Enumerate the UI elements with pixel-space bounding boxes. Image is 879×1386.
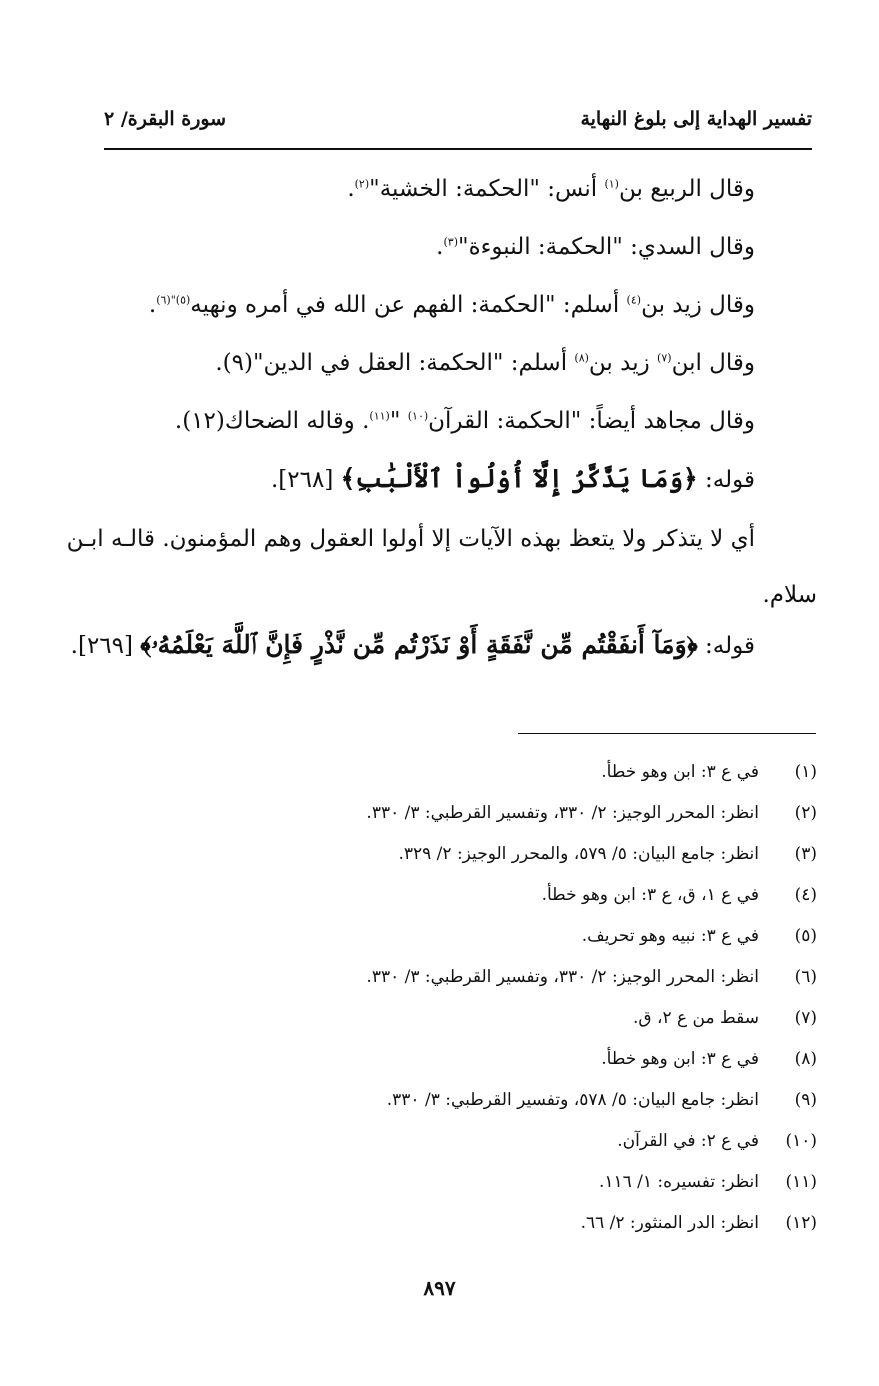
body-line-4 — [215, 352, 755, 375]
footnote — [366, 969, 817, 986]
text-run: سلام. — [762, 582, 817, 608]
footnote — [387, 1092, 817, 1109]
footnote-ref: (١١) — [369, 409, 390, 423]
footnote-text: في ع ٣: نبيه وهو تحريف. — [581, 926, 759, 946]
verse-label: قوله: — [705, 467, 755, 493]
body-line-5 — [175, 410, 755, 433]
footnote-text: انظر: جامع البيان: ٥/ ٥٧٨، وتفسير القرطبي: ٣/ ٣٣٠. — [386, 1090, 759, 1110]
text-run: أنس: "الحكمة: الخشية" — [369, 176, 605, 202]
footnote-text: سقط من ع ٢، ق. — [632, 1008, 759, 1028]
verse-ref: [٢٦٨]. — [270, 467, 334, 493]
footnote-ref: (٧) — [657, 351, 672, 365]
footnote-ref: (١٠) — [407, 409, 429, 423]
footnote-text: انظر: الدر المنثور: ٢/ ٦٦. — [580, 1213, 759, 1233]
text-run: . — [436, 234, 444, 260]
footnote — [601, 1051, 817, 1068]
quran-verse: ﴿وَمَآ أَنفَقْتُم مِّن نَّفَقَةٍ أَوْ نَذَرْتُم مِّن نَّذْرٍ فَإِنَّ ٱللَّهَ يَعْلَمُهُۥ﴾ — [140, 630, 698, 659]
footnote-separator — [518, 733, 816, 734]
footnote — [542, 887, 817, 904]
footnote — [581, 1215, 817, 1232]
footnote — [601, 764, 817, 781]
footnote-number: (٩) — [794, 1090, 817, 1110]
footnote-number: (٧) — [794, 1008, 817, 1028]
text-run: . — [347, 176, 355, 202]
footnote — [398, 846, 817, 863]
text-run: وقال زيد بن — [641, 292, 755, 318]
body-line-2 — [436, 236, 755, 259]
verse-label: قوله: — [705, 633, 755, 659]
footnote-number: (٥) — [794, 926, 817, 946]
text-run: زيد بن — [588, 350, 658, 376]
text-run: " — [389, 408, 408, 434]
surah-label: سورة البقرة/ ٢ — [104, 108, 227, 130]
text-run: أي لا يتذكر ولا يتعظ بهذه الآيات إلا أولوا العقول وهم المؤمنون. قالـه ابـن — [66, 526, 755, 552]
footnote — [599, 1174, 817, 1191]
footnote-text: انظر: المحرر الوجيز: ٢/ ٣٣٠، وتفسير القرطبي: ٣/ ٣٣٠. — [366, 803, 759, 823]
text-run: وقال السدي: "الحكمة: النبوءة" — [457, 234, 755, 260]
text-run: وقال مجاهد أيضاً: "الحكمة: القرآن — [428, 408, 755, 434]
footnote-ref: (٨) — [574, 351, 589, 365]
header-rule — [104, 148, 812, 150]
para-line-1 — [67, 528, 755, 551]
text-run: أسلم: "الحكمة: الفهم عن الله في أمره ونهيه — [190, 292, 627, 318]
footnote-text: انظر: تفسيره: ١/ ١١٦. — [598, 1172, 759, 1192]
quran-verse: ﴿وَمَا يَذَّكَّرُ إِلَّآ أُوْلُواْ ٱلْأَلْبَٰبِ﴾ — [340, 464, 698, 493]
footnote-text: في ع ٢: في القرآن. — [617, 1131, 759, 1151]
footnote-number: (٨) — [794, 1049, 817, 1069]
footnote — [366, 805, 817, 822]
running-header — [104, 108, 812, 148]
text-run: وقال ابن — [671, 350, 755, 376]
footnote-number: (١٢) — [785, 1213, 817, 1233]
footnote — [582, 928, 817, 945]
footnote-number: (١٠) — [785, 1131, 817, 1151]
body-line-3 — [149, 294, 755, 317]
verse-line-268 — [271, 466, 755, 492]
book-title: تفسير الهداية إلى بلوغ النهاية — [580, 108, 812, 130]
footnote-ref: (٥)"(٦) — [156, 293, 191, 307]
footnote-number: (١) — [794, 762, 817, 782]
footnote-text: انظر: المحرر الوجيز: ٢/ ٣٣٠، وتفسير القرطبي: ٣/ ٣٣٠. — [366, 967, 759, 987]
footnote-number: (٤) — [794, 885, 817, 905]
verse-ref: [٢٦٩]. — [70, 633, 133, 659]
footnote-ref: (١) — [604, 177, 619, 191]
footnote — [617, 1133, 817, 1150]
verse-line-269 — [71, 632, 755, 658]
footnote-text: في ع ١، ق، ع ٣: ابن وهو خطأ. — [541, 885, 759, 905]
para-line-2 — [762, 584, 817, 607]
footnote-ref: (٢) — [354, 177, 370, 191]
footnote-ref: (٤) — [626, 293, 642, 307]
text-run: . — [148, 292, 157, 318]
text-run: . وقاله الضحاك(١٢). — [174, 408, 370, 434]
body-line-1 — [347, 178, 755, 201]
footnote-text: في ع ٣: ابن وهو خطأ. — [601, 1049, 759, 1069]
text-run: وقال الربيع بن — [618, 176, 755, 202]
footnote-number: (١١) — [785, 1172, 817, 1192]
footnote-ref: (٣) — [443, 235, 458, 249]
footnote-number: (٦) — [794, 967, 817, 987]
footnote-text: انظر: جامع البيان: ٥/ ٥٧٩، والمحرر الوجيز: ٢/ ٣٢٩. — [398, 844, 759, 864]
footnote-number: (٣) — [794, 844, 817, 864]
footnote-number: (٢) — [794, 803, 817, 823]
footnote-text: في ع ٣: ابن وهو خطأ. — [601, 762, 759, 782]
page-number: ٨٩٧ — [423, 1276, 456, 1300]
text-run: أسلم: "الحكمة: العقل في الدين"(٩). — [215, 350, 575, 376]
footnote — [633, 1010, 817, 1027]
